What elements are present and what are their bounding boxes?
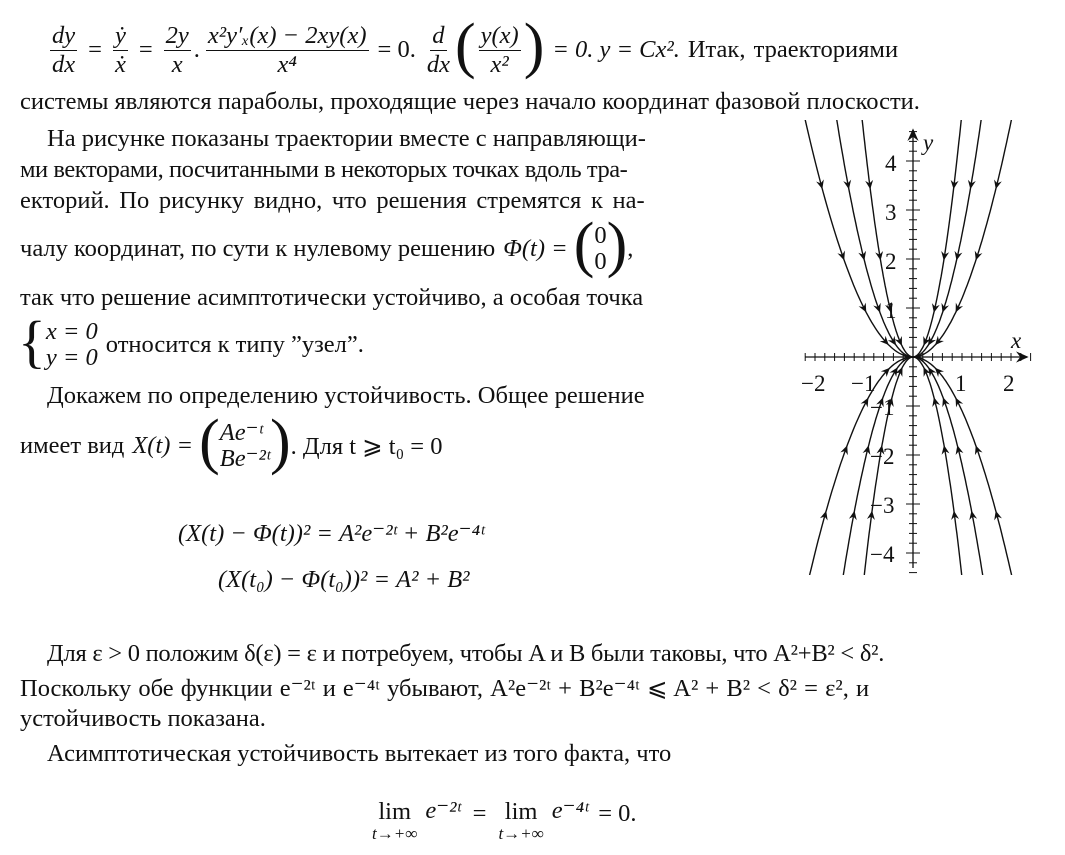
derivation-line: $\frac{dy}{dx}$ = $\frac{\text{ẏ}}{\text{ẋ}}$ = $\frac{2y}{x}$ . $\frac{\text{x²y′ₓ(x) − 2xy(x)}}{\text{x⁴}}$ = 0. $\frac{d}{dx}$ ( $\frac{y(x)}{\text{x²}}$ ) = 0. y = Cx². Итак, траекториями — [52, 12, 899, 80]
paragraph-3-line-2: Поскольку обе функции e⁻²ᵗ и e⁻⁴ᵗ убывают, A²e⁻²ᵗ + B²e⁻⁴ᵗ ⩽ A² + B² < δ² = ε², и — [20, 675, 870, 702]
paragraph-2-line-1: Докажем по определению устойчивость. Общее решение — [47, 382, 645, 409]
svg-text:1: 1 — [955, 371, 967, 396]
frac-dy-dx: $\frac{dy}{dx}$ — [52, 21, 76, 78]
phi-label: Φ(t) = — [503, 235, 568, 262]
svg-text:−2: −2 — [801, 371, 826, 396]
limit-2: lim t→+∞ — [498, 798, 544, 843]
paragraph-2-line-2: имеет вид X(t) = ( Ae⁻ᵗ Be⁻²ᵗ ) . Для t ⩾ t₀ = 0 — [20, 408, 443, 476]
svg-text:2: 2 — [885, 249, 897, 274]
axis-ticks — [805, 132, 1030, 573]
svg-text:−4: −4 — [870, 542, 895, 567]
paragraph-1-line-4: чалу координат, по сути к нулевому решению Φ(t) = ( 0 0 ) , — [20, 211, 634, 279]
system-of-equations: x = 0 y = 0 — [45, 317, 98, 371]
frac-d-dx: $\frac{d}{dx}$ — [426, 21, 450, 78]
svg-text:3: 3 — [885, 200, 897, 225]
frac-2y-x: $\frac{2y}{x}$ — [165, 21, 189, 78]
frac-ydot-xdot: $\frac{\text{ẏ}}{\text{ẋ}}$ — [114, 21, 126, 78]
line-parabolas: системы являются параболы, проходящие через начало координат фазовой плоскости. — [20, 88, 920, 115]
axis-labels — [801, 130, 1022, 567]
text-tail: Итак, траекториями — [687, 36, 899, 63]
general-solution-vector: Ae⁻ᵗ Be⁻²ᵗ — [219, 418, 270, 472]
zero-vector: 0 0 — [594, 222, 607, 275]
paragraph-3-line-3: устойчивость показана. — [20, 705, 266, 732]
paragraph-1-line-2: ми векторами, посчитанными в некоторых точках вдоль тра- — [20, 156, 628, 183]
limit-1: lim t→+∞ — [372, 798, 418, 843]
svg-text:1: 1 — [885, 298, 897, 323]
display-equation-1: (X(t) − Φ(t))² = A²e⁻²ᵗ + B²e⁻⁴ᵗ — [178, 520, 485, 547]
phase-portrait-figure — [790, 120, 1055, 575]
svg-text:−1: −1 — [870, 395, 895, 420]
svg-text:−1: −1 — [851, 371, 876, 396]
y-axis-label: y — [923, 130, 934, 155]
paragraph-1-line-3: екторий. По рисунку видно, что решения стремятся к на- — [20, 187, 645, 214]
svg-text:2: 2 — [1003, 371, 1015, 396]
singular-point-line: { x = 0 y = 0 относится к типу ”узел”. — [18, 309, 364, 374]
x-axis-label: x — [1011, 328, 1022, 353]
svg-text:−3: −3 — [870, 493, 895, 518]
paragraph-4: Асимптотическая устойчивость вытекает из того факта, что — [47, 740, 672, 767]
display-equation-2: (X(t₀) − Φ(t₀))² = A² + B² — [218, 566, 470, 593]
svg-text:4: 4 — [885, 151, 897, 176]
trajectories — [805, 120, 1012, 575]
result-expression: = 0. y = Cx². — [552, 36, 680, 63]
frac-main: $\frac{\text{x²y′ₓ(x) − 2xy(x)}}{\text{x⁴}}$ — [207, 21, 367, 78]
svg-text:−2: −2 — [870, 444, 895, 469]
paragraph-3-line-1: Для ε > 0 положим δ(ε) = ε и потребуем, чтобы A и B были таковы, что A²+B² < δ². — [47, 640, 885, 667]
frac-y-over-x2: $\frac{y(x)}{\text{x²}}$ — [480, 21, 519, 78]
paragraph-1-line-1: На рисунке показаны траектории вместе с направляющи- — [47, 125, 646, 152]
paragraph-1-line-5: так что решение асимптотически устойчиво, а особая точка — [20, 284, 644, 311]
limit-equation: lim t→+∞ e⁻²ᵗ = lim t→+∞ e⁻⁴ᵗ = 0. — [372, 797, 637, 843]
